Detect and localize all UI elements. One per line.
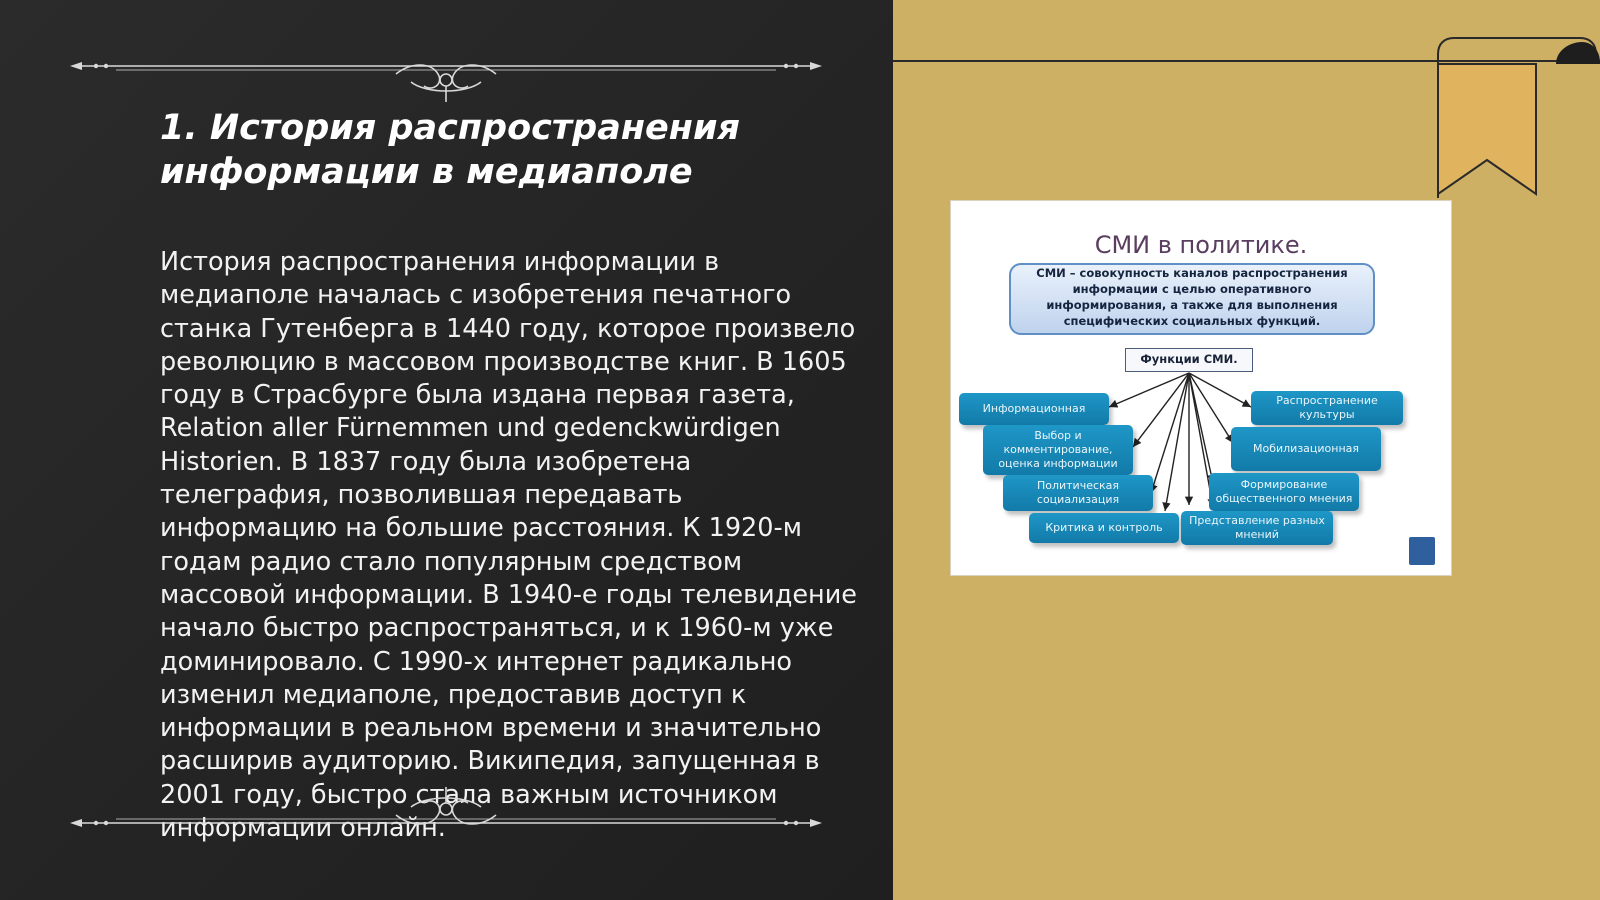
- function-box-mobilization: Мобилизационная: [1231, 427, 1381, 471]
- function-box-culture: Распространение культуры: [1251, 391, 1403, 425]
- definition-box: СМИ – совокупность каналов распространения информации с целью оперативного информирования, а также для выполнения специфических социальных функций.: [1009, 263, 1375, 335]
- diagram-title: СМИ в политике.: [1094, 231, 1308, 259]
- slide-body-text: История распространения информации в медиаполе началась с изобретения печатного станка Гутенберга в 1440 году, которое произвело революцию в массовом производстве книг. В 1605 году в Страсбурге была издана первая газета, Relation aller Fürnemmen und gedenckwürdigen Historien. В 1837 году была изобретена телеграфия, позволившая передавать информацию на большие расстояния. К 1920-м годам радио стало популярным средством массовой информации. В 1940-е годы телевидение начало быстро распространяться, и к 1960-м уже доминировало. С 1990-х интернет радикально изменил медиаполе, предоставив доступ к информации в реальном времени и значительно расширив аудиторию. Википедия, запущенная в 2001 году, быстро стала важным источником информации онлайн.: [160, 247, 857, 844]
- bookmark-ribbon-icon: [1430, 34, 1600, 204]
- function-box-socialization: Политическая социализация: [1003, 475, 1153, 511]
- function-box-public-opinion: Формирование общественного мнения: [1209, 473, 1359, 511]
- functions-label: Функции СМИ.: [1125, 348, 1253, 372]
- slide-title: 1. История распространения информации в медиаполе: [160, 108, 740, 192]
- function-box-informational: Информационная: [959, 393, 1109, 425]
- decorative-ornament-bottom: [66, 785, 826, 845]
- function-box-commenting: Выбор и комментирование, оценка информации: [983, 425, 1133, 475]
- function-box-criticism: Критика и контроль: [1029, 513, 1179, 543]
- media-functions-diagram: [950, 200, 1452, 576]
- corner-badge-icon: [1409, 537, 1435, 565]
- decorative-ornament-top: [66, 44, 826, 104]
- function-box-opinions: Представление разных мнений: [1181, 511, 1333, 545]
